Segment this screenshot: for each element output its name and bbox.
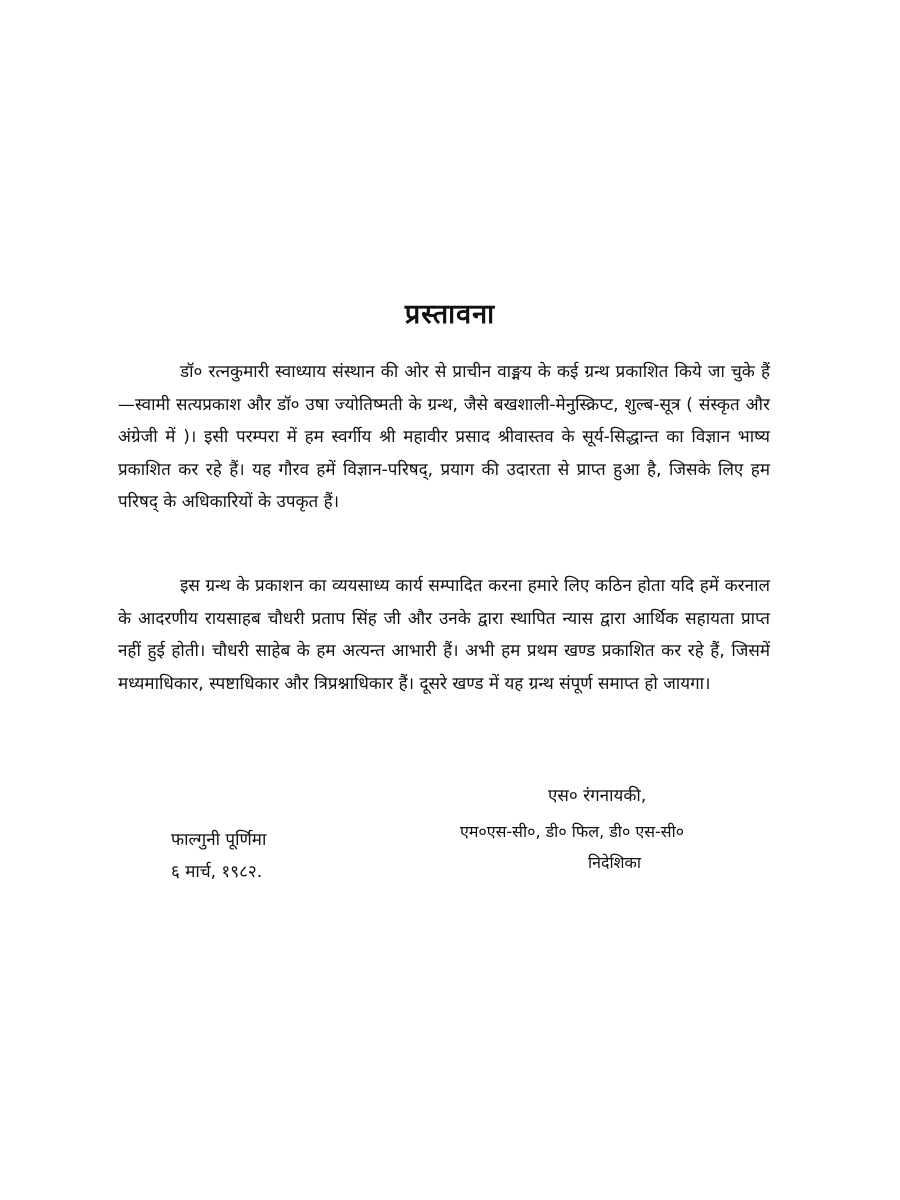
page-title: प्रस्तावना bbox=[404, 299, 496, 330]
signature-degrees: एम०एस-सी०, डी० फिल, डी० एस-सी० bbox=[460, 822, 685, 841]
signature-designation: निदेशिका bbox=[588, 853, 641, 872]
date-occasion: फाल्गुनी पूर्णिमा bbox=[171, 830, 267, 850]
paragraph-1: डॉ० रत्नकुमारी स्वाध्याय संस्थान की ओर से प्राचीन वाङ्मय के कई ग्रन्थ प्रकाशित किये जा चुके हैं—स्वामी सत्यप्रकाश और डॉ० उषा ज्योतिष्मती के ग्रन्थ, जैसे बखशाली-मेनुस्क्रिप्ट, शुल्ब-सूत्र ( संस्कृत और अंग्रेजी में )। इसी परम्परा में हम स्वर्गीय श्री महावीर प्रसाद श्रीवास्तव के सूर्य-सिद्धान्त का विज्ञान भाष्य प्रकाशित कर रहे हैं। यह गौरव हमें विज्ञान-परिषद्, प्रयाग की उदारता से प्राप्त हुआ है, जिसके लिए हम परिषद् के अधिकारियों के उपकृत हैं। bbox=[118, 362, 770, 512]
paragraph-2: इस ग्रन्थ के प्रकाशन का व्ययसाध्य कार्य सम्पादित करना हमारे लिए कठिन होता यदि हमें करनाल के आदरणीय रायसाहब चौधरी प्रताप सिंह जी और उनके द्वारा स्थापित न्यास द्वारा आर्थिक सहायता प्राप्त नहीं हुई होती। चौधरी साहेब के हम अत्यन्त आभारी हैं। अभी हम प्रथम खण्ड प्रकाशित कर रहे हैं, जिसमें मध्यमाधिकार, स्पष्टाधिकार और त्रिप्रश्नाधिकार हैं। दूसरे खण्ड में यह ग्रन्थ संपूर्ण समाप्त हो जायगा। bbox=[118, 576, 770, 694]
date-value: ६ मार्च, १९८२. bbox=[171, 862, 263, 882]
signature-name: एस० रंगनायकी, bbox=[548, 786, 647, 806]
